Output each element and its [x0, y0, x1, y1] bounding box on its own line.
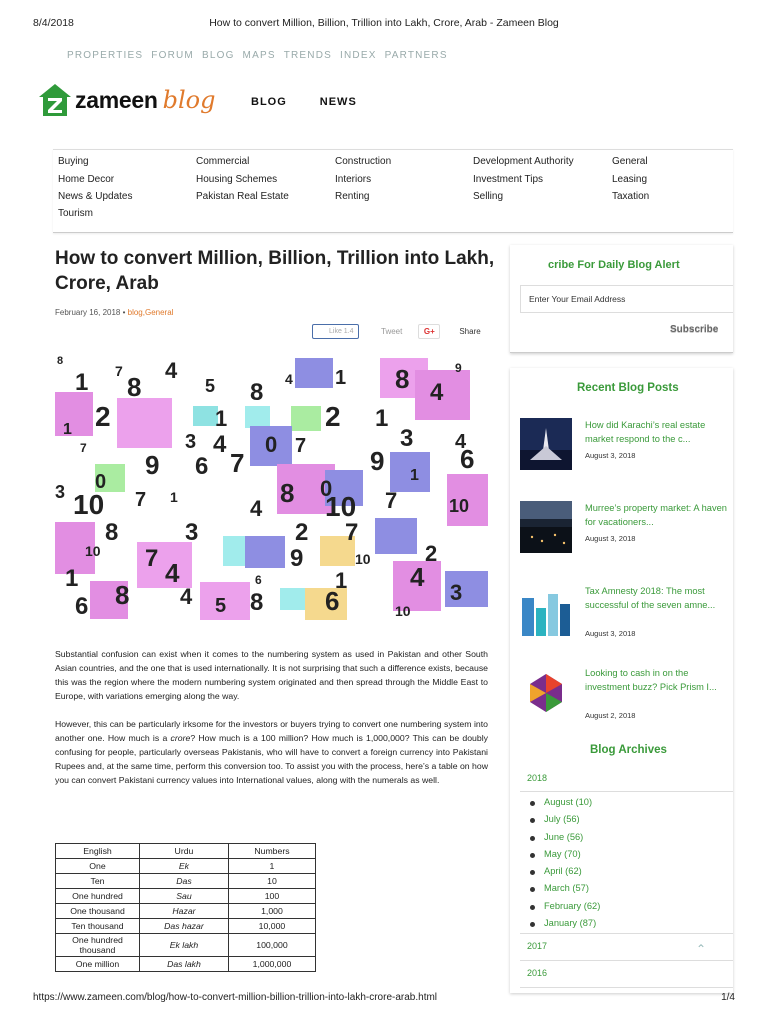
topnav-trends[interactable]: TRENDS	[283, 50, 333, 61]
svg-text:3: 3	[450, 580, 463, 605]
svg-text:4: 4	[285, 371, 293, 387]
svg-text:1: 1	[170, 489, 178, 505]
table-row	[56, 957, 316, 972]
table-cell: Das hazar	[140, 919, 229, 934]
table-cell: 1	[228, 859, 315, 874]
svg-text:1: 1	[375, 405, 389, 432]
svg-text:1: 1	[215, 406, 228, 431]
paragraph-text: ? How much is a 100 million? How much is 1,000,000? This can be doubly confusing for people, particularly overseas Pakistanis, who will have to convert a foreign currency into Pakistani Rupees and, at the same time, perform this conversion too. To assist you with the process, here’s a table on how you can convert Pakistani currency values into International values, along with the numerals as well.	[55, 733, 488, 785]
svg-text:7: 7	[135, 489, 147, 511]
table-header: Numbers	[228, 844, 315, 859]
svg-text:4: 4	[213, 431, 227, 458]
share-button[interactable]: Share	[459, 327, 481, 336]
svg-text:8: 8	[127, 372, 142, 402]
archives-title: Blog Archives	[590, 744, 667, 756]
svg-text:7: 7	[145, 545, 159, 572]
svg-text:10: 10	[449, 496, 470, 516]
table-cell: Ek lakh	[140, 934, 229, 957]
svg-text:0: 0	[95, 471, 107, 493]
print-header	[33, 17, 735, 29]
table-cell: Sau	[140, 889, 229, 904]
category-menu	[53, 149, 733, 233]
divider	[520, 960, 733, 961]
svg-text:6: 6	[195, 453, 209, 480]
svg-text:5: 5	[205, 376, 216, 396]
recent-post-title[interactable]: Murree’s property market: A haven for vacationers...	[585, 503, 727, 527]
svg-text:3: 3	[185, 431, 197, 453]
svg-text:7: 7	[80, 441, 87, 455]
table-cell: One hundred	[56, 889, 140, 904]
svg-text:4: 4	[410, 562, 425, 592]
svg-text:4: 4	[165, 358, 178, 383]
table-header: English	[56, 844, 140, 859]
category-link[interactable]: General	[612, 156, 648, 167]
category-link[interactable]: Leasing	[612, 174, 648, 185]
recent-post-date: August 2, 2018	[585, 711, 636, 720]
tweet-button[interactable]: Tweet	[381, 327, 403, 336]
article-title: How to convert Million, Billion, Trillion into Lakh, Crore, Arab	[55, 248, 495, 294]
paragraph-text: However, this can be particularly irksome for the investors or buyers trying to convert one numbering system into another one. How much is a	[55, 719, 488, 743]
article-paragraph	[55, 717, 488, 787]
print-footer	[33, 992, 735, 1003]
svg-text:4: 4	[180, 584, 193, 609]
share-bar	[312, 324, 481, 339]
archive-months	[530, 794, 600, 932]
category-link[interactable]: Taxation	[612, 191, 650, 202]
category-link[interactable]: Tourism	[58, 208, 94, 219]
archive-year[interactable]: 2016	[527, 968, 548, 978]
svg-text:10: 10	[355, 551, 371, 567]
topnav-maps[interactable]: MAPS	[242, 50, 276, 61]
table-cell: Ek	[140, 859, 229, 874]
archive-month[interactable]: February (62)	[530, 898, 600, 915]
subscribe-button[interactable]: Subscribe	[670, 324, 719, 335]
archive-month[interactable]: June (56)	[530, 829, 600, 846]
post-thumbnail	[520, 584, 572, 636]
svg-text:8: 8	[115, 580, 130, 610]
svg-text:7: 7	[230, 448, 245, 478]
table-row	[56, 874, 316, 889]
table-cell: One hundred thousand	[56, 934, 140, 957]
svg-text:9: 9	[370, 446, 385, 476]
topnav-forum[interactable]: FORUM	[151, 50, 194, 61]
logo-zameen-text: zameen	[75, 86, 158, 113]
svg-text:7: 7	[385, 488, 398, 513]
article-hero-image	[55, 356, 488, 620]
category-link[interactable]: Home Decor	[58, 174, 115, 185]
divider	[520, 791, 733, 792]
svg-text:2: 2	[295, 519, 309, 546]
topnav-partners[interactable]: PARTNERS	[384, 50, 448, 61]
table-row	[56, 919, 316, 934]
main-nav	[251, 96, 357, 108]
category-link[interactable]: Renting	[335, 191, 370, 202]
category-link[interactable]: Pakistan Real Estate	[196, 191, 289, 202]
table-row	[56, 934, 316, 957]
scroll-up-icon[interactable]: ⌃	[696, 942, 707, 956]
archive-month[interactable]: July (56)	[530, 811, 600, 828]
post-thumbnail	[520, 501, 572, 553]
svg-text:6: 6	[75, 593, 89, 620]
svg-text:8: 8	[57, 356, 64, 367]
svg-text:1: 1	[75, 369, 89, 396]
table-cell: One thousand	[56, 904, 140, 919]
svg-text:2: 2	[425, 541, 438, 566]
subscribe-widget	[510, 245, 733, 353]
svg-text:7: 7	[295, 435, 307, 457]
svg-text:1: 1	[65, 565, 79, 592]
site-logo[interactable]	[37, 82, 215, 118]
table-cell: 1,000,000	[228, 957, 315, 972]
post-thumbnail	[520, 418, 572, 470]
table-header-row	[56, 844, 316, 859]
svg-text:10: 10	[73, 489, 105, 520]
svg-text:9: 9	[455, 361, 462, 375]
svg-text:5: 5	[215, 595, 227, 617]
recent-post-title[interactable]: Looking to cash in on the investment buzz? Pick Prism I...	[585, 668, 717, 692]
recent-post-date: August 3, 2018	[585, 451, 636, 460]
category-link[interactable]: Development Authority	[473, 156, 574, 167]
table-row	[56, 859, 316, 874]
topnav-index[interactable]: INDEX	[340, 50, 377, 61]
archive-year[interactable]: 2018	[527, 773, 548, 783]
table-cell: Das	[140, 874, 229, 889]
svg-text:1: 1	[335, 367, 347, 389]
archive-month[interactable]: April (62)	[530, 863, 600, 880]
svg-text:7: 7	[115, 363, 123, 379]
table-cell: Ten	[56, 874, 140, 889]
svg-text:4: 4	[430, 379, 444, 406]
subscribe-title: cribe For Daily Blog Alert	[548, 259, 680, 271]
svg-text:3: 3	[400, 425, 414, 452]
svg-text:1: 1	[63, 421, 72, 438]
table-cell: One	[56, 859, 140, 874]
svg-text:2: 2	[325, 401, 341, 432]
svg-text:1: 1	[335, 568, 348, 593]
svg-text:3: 3	[55, 482, 66, 502]
svg-text:4: 4	[165, 558, 180, 588]
category-link[interactable]: Interiors	[335, 174, 372, 185]
topnav-blog[interactable]: BLOG	[201, 50, 235, 61]
svg-text:1: 1	[410, 467, 419, 484]
table-row	[56, 904, 316, 919]
svg-text:0: 0	[320, 476, 333, 501]
table-cell: Ten thousand	[56, 919, 140, 934]
table-header: Urdu	[140, 844, 229, 859]
svg-text:2: 2	[95, 401, 111, 432]
email-input[interactable]: Enter Your Email Address	[520, 285, 733, 313]
article-meta	[55, 308, 173, 317]
archive-month[interactable]: August (10)	[530, 794, 600, 811]
category-link[interactable]: Commercial	[196, 156, 250, 167]
table-cell: 10	[228, 874, 315, 889]
recent-post-date: August 3, 2018	[585, 629, 636, 638]
article-paragraph: Substantial confusion can exist when it comes to the numbering system as used in Pakistan and other South Asian countries, and the one that is used internationally. It is not surprising that such a difference exists, because this was the region where the modern numbering system originated and then spread through the Middle East to Europe, with variations emerging along the way.	[55, 649, 488, 701]
svg-text:8: 8	[395, 364, 410, 394]
topnav-properties[interactable]: PROPERTIES	[67, 50, 144, 61]
category-link[interactable]: Construction	[335, 156, 392, 167]
nav-blog[interactable]: BLOG	[251, 96, 287, 108]
facebook-like-button[interactable]: Like 1.4	[312, 324, 359, 339]
table-cell: 100	[228, 889, 315, 904]
table-cell: 1,000	[228, 904, 315, 919]
table-cell: Das lakh	[140, 957, 229, 972]
recent-posts-widget	[510, 368, 733, 993]
svg-text:8: 8	[250, 589, 264, 616]
table-cell: Hazar	[140, 904, 229, 919]
archive-month[interactable]: May (70)	[530, 846, 600, 863]
table-cell: 100,000	[228, 934, 315, 957]
paragraph-emphasis: crore	[170, 733, 191, 743]
print-title: How to convert Million, Billion, Trillion into Lakh, Crore, Arab - Zameen Blog	[209, 17, 559, 29]
article-date: February 16, 2018 •	[55, 308, 128, 317]
category-link[interactable]: Investment Tips	[473, 174, 544, 185]
google-plus-button[interactable]: G+	[418, 324, 440, 339]
svg-text:8: 8	[280, 478, 295, 508]
archive-year[interactable]: 2017	[527, 941, 548, 951]
table-cell: One million	[56, 957, 140, 972]
recent-post-date: August 3, 2018	[585, 534, 636, 543]
nav-news[interactable]: NEWS	[319, 96, 357, 108]
table-row	[56, 889, 316, 904]
divider	[520, 933, 733, 934]
svg-text:4: 4	[250, 496, 263, 521]
print-url: https://www.zameen.com/blog/how-to-convert-million-billion-trillion-into-lakh-crore-arab.html	[33, 992, 438, 1003]
svg-text:10: 10	[325, 491, 357, 522]
svg-text:8: 8	[105, 519, 119, 546]
divider	[520, 987, 733, 988]
archive-month[interactable]: March (57)	[530, 880, 600, 897]
svg-text:6: 6	[460, 444, 475, 474]
svg-text:0: 0	[265, 432, 278, 457]
top-nav	[67, 50, 448, 61]
recent-posts-title: Recent Blog Posts	[577, 382, 679, 394]
recent-post-title[interactable]: Tax Amnesty 2018: The most successful of the seven amne...	[585, 586, 716, 610]
print-date: 8/4/2018	[33, 17, 74, 29]
conversion-table	[55, 843, 316, 972]
recent-post-title[interactable]: How did Karachi’s real estate market respond to the c...	[585, 420, 706, 444]
archive-month[interactable]: January (87)	[530, 915, 600, 932]
print-page-number: 1/4	[721, 992, 735, 1003]
svg-text:9: 9	[290, 545, 304, 572]
svg-text:10: 10	[85, 543, 101, 559]
article-categories[interactable]: blog,General	[127, 308, 174, 317]
category-link[interactable]: News & Updates	[58, 191, 133, 202]
svg-text:6: 6	[255, 573, 262, 587]
svg-text:8: 8	[250, 379, 264, 406]
table-cell: 10,000	[228, 919, 315, 934]
svg-text:6: 6	[325, 586, 340, 616]
logo-blog-text: blog	[162, 86, 216, 114]
svg-text:4: 4	[455, 431, 467, 453]
post-thumbnail	[520, 666, 572, 718]
zameen-logo-icon	[37, 82, 73, 118]
svg-text:9: 9	[145, 450, 160, 480]
svg-text:10: 10	[395, 603, 411, 619]
category-link[interactable]: Selling	[473, 191, 504, 202]
category-link[interactable]: Buying	[58, 156, 89, 167]
svg-text:3: 3	[185, 519, 199, 546]
category-link[interactable]: Housing Schemes	[196, 174, 278, 185]
svg-text:7: 7	[345, 519, 359, 546]
